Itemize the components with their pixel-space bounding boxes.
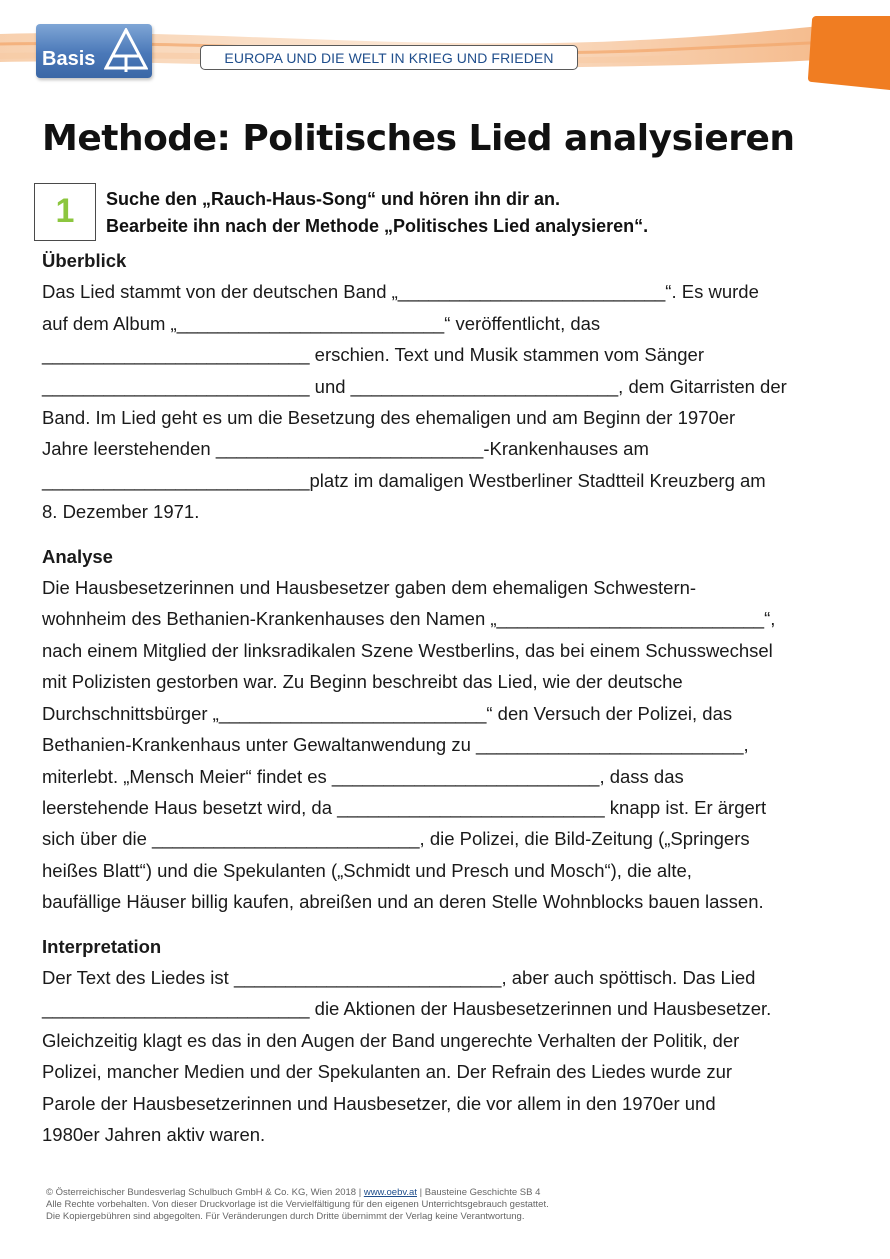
corner-tab-decoration: [806, 16, 890, 90]
text-line: __________________________ und __________________________, dem Gitarristen der: [42, 375, 787, 397]
footer-line-2: Alle Rechte vorbehalten. Von dieser Druckvorlage ist die Vervielfältigung für den eigenen Unterrichtsgebrauch gestattet.: [46, 1199, 549, 1210]
section-gap: [42, 528, 852, 541]
text-line: miterlebt. „Mensch Meier“ findet es __________________________, dass das: [42, 765, 684, 787]
text-line: Der Text des Liedes ist __________________________, aber auch spöttisch. Das Lied: [42, 966, 756, 988]
footer-copyright: © Österreichischer Bundesverlag Schulbuch GmbH & Co. KG, Wien 2018 |: [46, 1187, 364, 1198]
copyright-footer: [46, 1187, 549, 1223]
series-title: EUROPA UND DIE WELT IN KRIEG UND FRIEDEN: [200, 45, 578, 70]
text-line: __________________________ die Aktionen der Hausbesetzerinnen und Hausbesetzer.: [42, 998, 772, 1020]
text-line: nach einem Mitglied der linksradikalen Szene Westberlins, das bei einem Schusswechsel: [42, 639, 773, 661]
worksheet-content: [42, 245, 852, 1150]
text-line: wohnheim des Bethanien-Krankenhauses den Namen „__________________________“,: [42, 608, 776, 630]
text-line: Durchschnittsbürger „__________________________“ den Versuch der Polizei, das: [42, 702, 733, 724]
section-heading-overview: Überblick: [42, 250, 127, 271]
task-instructions: [106, 186, 648, 240]
text-line: heißes Blatt“) und die Spekulanten („Schmidt und Presch und Mosch“), die alte,: [42, 859, 692, 881]
section-heading-analysis: Analyse: [42, 545, 113, 567]
page-title: Methode: Politisches Lied analysieren: [42, 118, 795, 159]
text-line: mit Polizisten gestorben war. Zu Beginn beschreibt das Lied, wie der deutsche: [42, 671, 683, 693]
section-heading-interpretation: Interpretation: [42, 935, 162, 957]
logo-text: Basis: [42, 48, 96, 70]
footer-book-title: | Bausteine Geschichte SB 4: [416, 1187, 541, 1198]
text-line: Die Hausbesetzerinnen und Hausbesetzer gaben dem ehemaligen Schwestern-: [42, 577, 697, 599]
basis-logo: [36, 24, 152, 78]
footer-line-1: [46, 1187, 549, 1199]
publisher-link[interactable]: www.oebv.at: [363, 1187, 417, 1198]
task-number-badge: 1: [34, 183, 96, 241]
task-line-2: Bearbeite ihn nach der Methode „Politisches Lied analysieren“.: [106, 216, 649, 236]
text-line: 1980er Jahren aktiv waren.: [42, 1123, 266, 1145]
logo-triangle-icon: [104, 28, 148, 74]
text-line: auf dem Album „__________________________“ veröffentlicht, das: [42, 312, 601, 334]
text-line: Das Lied stammt von der deutschen Band „__________________________“. Es wurde: [42, 281, 759, 303]
text-line: Polizei, mancher Medien und der Spekulanten an. Der Refrain des Liedes wurde zur: [42, 1061, 733, 1083]
text-line: Band. Im Lied geht es um die Besetzung des ehemaligen und am Beginn der 1970er: [42, 407, 736, 429]
text-line: 8. Dezember 1971.: [42, 501, 200, 523]
text-line: Gleichzeitig klagt es das in den Augen der Band ungerechte Verhalten der Politik, der: [42, 1029, 740, 1051]
text-line: __________________________ erschien. Text und Musik stammen vom Sänger: [42, 344, 705, 366]
text-line: baufällige Häuser billig kaufen, abreißen und an deren Stelle Wohnblocks bauen lassen.: [42, 891, 764, 913]
text-line: __________________________platz im damaligen Westberliner Stadtteil Kreuzberg am: [42, 469, 766, 491]
text-line: Bethanien-Krankenhaus unter Gewaltanwendung zu __________________________,: [42, 734, 749, 756]
text-line: sich über die __________________________, die Polizei, die Bild-Zeitung („Springers: [42, 828, 750, 850]
section-gap: [42, 918, 852, 931]
text-line: Parole der Hausbesetzerinnen und Hausbesetzer, die vor allem in den 1970er und: [42, 1092, 716, 1114]
text-line: Jahre leerstehenden __________________________-Krankenhauses am: [42, 438, 649, 460]
footer-line-3: Die Kopiergebühren sind abgegolten. Für Veränderungen durch Dritte übernimmt der Verlag keine Verantwortung.: [46, 1211, 525, 1222]
task-line-1: Suche den „Rauch-Haus-Song“ und hören ihn dir an.: [106, 189, 561, 209]
text-line: leerstehende Haus besetzt wird, da __________________________ knapp ist. Er ärgert: [42, 796, 767, 818]
